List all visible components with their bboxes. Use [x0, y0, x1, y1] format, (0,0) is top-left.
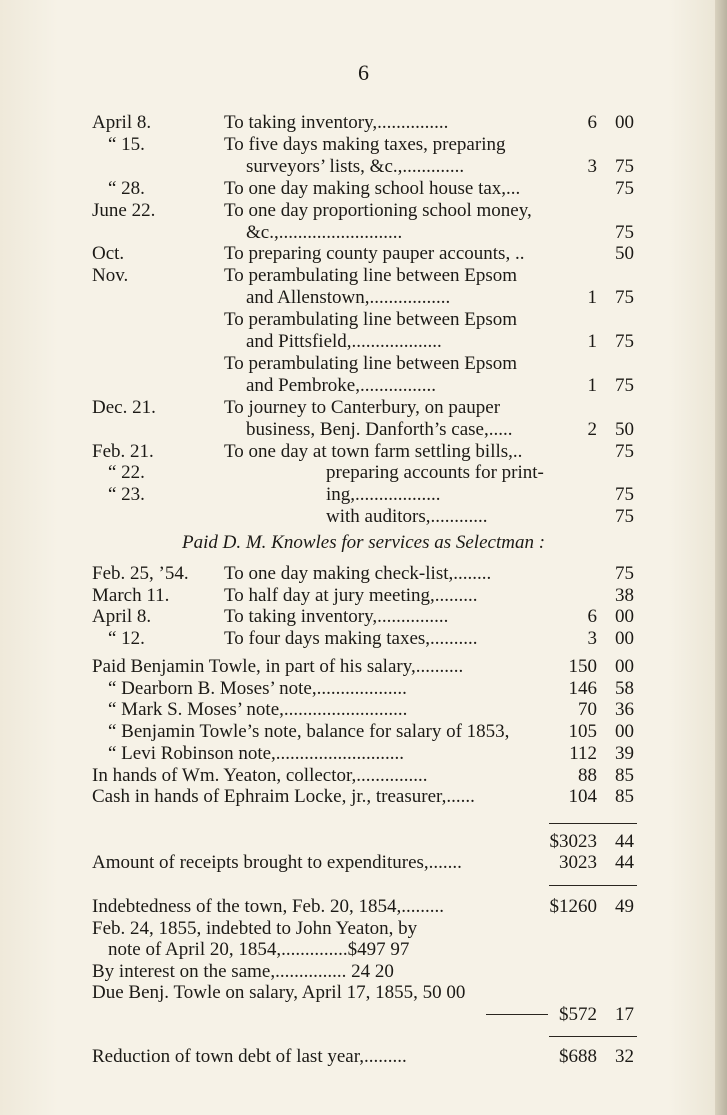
ledger-description: To half day at jury meeting,.........: [224, 584, 478, 606]
total-rule-top: [549, 823, 637, 824]
receipts-rule: [549, 885, 637, 886]
subtotal-cents: 17: [615, 1004, 634, 1025]
ledger-description: and Pittsfield,...................: [246, 331, 442, 352]
ledger-row: [0, 441, 727, 463]
ledger-dollars: 1: [587, 287, 597, 309]
subtotal-rule: [549, 1036, 637, 1037]
receipts-cents: 44: [615, 852, 634, 873]
ledger-cents: 75: [615, 221, 634, 243]
debt-row: [0, 918, 727, 940]
ledger-description: To perambulating line between Epsom: [224, 309, 518, 331]
ledger-date: Feb. 21.: [92, 440, 154, 462]
payment-text: “ Dearborn B. Moses’ note,...................: [108, 677, 407, 699]
debt-row: [0, 939, 727, 961]
payment-cents: 00: [615, 721, 634, 743]
debt-text: By interest on the same,............... 24 20: [92, 960, 394, 982]
receipts-line: [0, 852, 727, 874]
ledger-date: “ 22.: [108, 462, 145, 484]
ledger-row: [0, 419, 727, 441]
ledger-cents: 75: [615, 374, 634, 396]
reduction-cents: 32: [615, 1046, 634, 1067]
ledger-description: preparing accounts for print-: [326, 462, 544, 484]
ledger-dollars: 6: [587, 606, 597, 627]
debt-text: note of April 20, 1854,..............$497 97: [108, 939, 410, 961]
payment-text: “ Levi Robinson note,...........................: [108, 742, 405, 764]
payment-dollars: 112: [569, 742, 597, 764]
subtotal-line: [0, 1004, 727, 1026]
payment-dollars: 70: [578, 699, 597, 721]
payment-dollars: 105: [568, 721, 597, 743]
payment-row: [0, 765, 727, 787]
payment-dollars: 104: [568, 786, 597, 808]
ledger-date: Oct.: [92, 243, 125, 265]
payment-text: “ Benjamin Towle’s note, balance for salary of 1853,: [108, 721, 510, 743]
page-number: 6: [358, 60, 369, 85]
ledger-description: To one day at town farm settling bills,..: [224, 440, 523, 462]
ledger-date: June 22.: [92, 199, 156, 221]
ledger-date: “ 12.: [108, 627, 145, 649]
ledger-description: and Pembroke,................: [246, 374, 436, 396]
ledger-row: [0, 462, 727, 484]
payment-text: Cash in hands of Ephraim Locke, jr., treasurer,......: [92, 786, 475, 808]
payment-text: “ Mark S. Moses’ note,..........................: [108, 699, 408, 721]
reduction-text: Reduction of town debt of last year,.........: [92, 1046, 407, 1067]
ledger-cents: 75: [615, 484, 634, 506]
total-cents: 44: [615, 831, 634, 852]
payment-row: [0, 743, 727, 765]
ledger-row: [0, 331, 727, 353]
payment-row: [0, 786, 727, 808]
payment-text: In hands of Wm. Yeaton, collector,...............: [92, 764, 428, 786]
ledger-row: [0, 375, 727, 397]
ledger-row: [0, 156, 727, 178]
receipts-text: Amount of receipts brought to expenditures,.......: [92, 852, 462, 873]
ledger-dollars: 1: [587, 331, 597, 352]
ledger-row: [0, 222, 727, 244]
payment-cents: 00: [615, 656, 634, 677]
debt-cents: 49: [615, 896, 634, 917]
ledger-description: To one day making check-list,........: [224, 563, 492, 584]
ledger-cents: 75: [615, 155, 634, 177]
debt-row: [0, 982, 727, 1004]
ledger-cents: 50: [615, 243, 634, 265]
ledger-date: March 11.: [92, 584, 170, 606]
debt-text: Indebtedness of the town, Feb. 20, 1854,.........: [92, 896, 444, 917]
ledger-dollars: 6: [587, 112, 597, 133]
payment-cents: 36: [615, 699, 634, 721]
payment-row: [0, 656, 727, 678]
ledger-description: To perambulating line between Epsom: [224, 265, 518, 287]
ledger-date: April 8.: [92, 606, 152, 627]
ledger-date: Nov.: [92, 265, 129, 287]
reduction-line: [0, 1046, 727, 1068]
ledger-cents: 38: [615, 584, 634, 606]
section-heading-knowles: Paid D. M. Knowles for services as Selectman :: [181, 532, 546, 553]
ledger-row: [0, 484, 727, 506]
ledger-cents: 00: [615, 112, 634, 133]
ledger-row: [0, 112, 727, 134]
ledger-description: To four days making taxes,..........: [224, 627, 478, 649]
ledger-dollars: 3: [587, 627, 597, 649]
ledger-row: [0, 606, 727, 628]
payment-dollars: 146: [568, 677, 597, 699]
payment-dollars: 88: [578, 764, 597, 786]
total-dollars: $3023: [549, 831, 597, 852]
receipts-dollars: 3023: [559, 852, 597, 873]
ledger-row: [0, 309, 727, 331]
ledger-description: business, Benj. Danforth’s case,.....: [246, 418, 513, 440]
ledger-description: surveyors’ lists, &c.,.............: [246, 155, 465, 177]
ledger-description: and Allenstown,.................: [246, 287, 451, 309]
ledger-description: To one day proportioning school money,: [224, 199, 532, 221]
payment-row: [0, 721, 727, 743]
ledger-date: “ 23.: [108, 484, 145, 506]
ledger-row: [0, 243, 727, 265]
payment-dollars: 150: [568, 656, 597, 677]
ledger-date: April 8.: [92, 112, 152, 133]
ledger-description: To one day making school house tax,...: [224, 177, 521, 199]
ledger-description: ing,..................: [326, 484, 441, 506]
debt-text: Due Benj. Towle on salary, April 17, 1855, 50 00: [92, 982, 466, 1004]
ledger-description: To preparing county pauper accounts, ..: [224, 243, 525, 265]
payment-row: [0, 699, 727, 721]
ledger-description: To five days making taxes, preparing: [224, 133, 506, 155]
ledger-row: [0, 506, 727, 528]
ledger-description: To journey to Canterbury, on pauper: [224, 396, 501, 418]
payment-cents: 58: [615, 677, 634, 699]
payment-cents: 85: [615, 764, 634, 786]
total-line: [0, 831, 727, 853]
ledger-cents: 75: [615, 177, 634, 199]
debt-text: Feb. 24, 1855, indebted to John Yeaton, by: [92, 917, 418, 939]
ledger-row: [0, 353, 727, 375]
ledger-row: [0, 200, 727, 222]
debt-dollars: $1260: [549, 896, 597, 917]
ledger-description: &c.,..........................: [246, 221, 403, 243]
ledger-description: To taking inventory,...............: [224, 606, 449, 627]
payment-row: [0, 678, 727, 700]
ledger-date: Feb. 25, ’54.: [92, 563, 189, 584]
ledger-row: [0, 628, 727, 650]
ledger-row: [0, 397, 727, 419]
ledger-row: [0, 585, 727, 607]
ledger-cents: 75: [615, 331, 634, 352]
ledger-description: with auditors,............: [326, 506, 488, 528]
ledger-cents: 75: [615, 506, 634, 528]
debt-row: [0, 896, 727, 918]
ledger-dollars: 3: [587, 155, 597, 177]
ledger-description: To taking inventory,...............: [224, 112, 449, 133]
ledger-row: [0, 134, 727, 156]
reduction-dollars: $688: [559, 1046, 597, 1067]
ledger-cents: 50: [615, 418, 634, 440]
ledger-cents: 00: [615, 627, 634, 649]
ledger-row: [0, 287, 727, 309]
ledger-cents: 00: [615, 606, 634, 627]
debt-row: [0, 961, 727, 983]
ledger-dollars: 2: [587, 418, 597, 440]
ledger-row: [0, 178, 727, 200]
ledger-row: [0, 563, 727, 585]
ledger-date: Dec. 21.: [92, 396, 156, 418]
ledger-dollars: 1: [587, 374, 597, 396]
ledger-cents: 75: [615, 440, 634, 462]
ledger-date: “ 28.: [108, 177, 145, 199]
subtotal-dollars: $572: [559, 1004, 597, 1025]
ledger-cents: 75: [615, 287, 634, 309]
ledger-description: To perambulating line between Epsom: [224, 352, 518, 374]
payment-text: Paid Benjamin Towle, in part of his salary,..........: [92, 656, 464, 677]
ledger-row: [0, 265, 727, 287]
ledger-cents: 75: [615, 563, 634, 584]
ledger-date: “ 15.: [108, 133, 145, 155]
payment-cents: 39: [615, 742, 634, 764]
payment-cents: 85: [615, 786, 634, 808]
